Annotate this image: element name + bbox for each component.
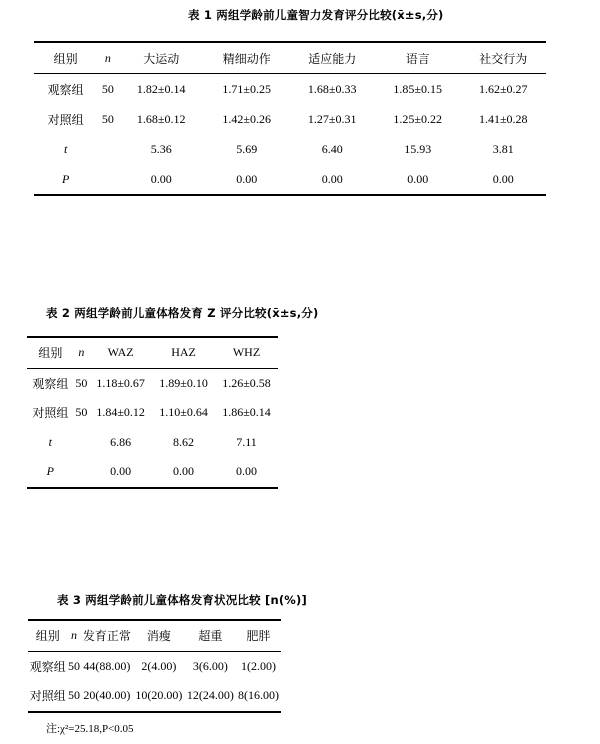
table2-cell: t bbox=[48, 434, 52, 449]
table1-cell bbox=[97, 164, 118, 195]
table2-cell: 1.89±0.10 bbox=[159, 375, 208, 390]
table1-header-row bbox=[34, 42, 546, 74]
table1-cell: 1.82±0.14 bbox=[136, 81, 186, 96]
table1-cell: 5.36 bbox=[150, 141, 172, 156]
table2-header-cell: WAZ bbox=[107, 345, 134, 360]
table1-header-cell: 适应能力 bbox=[308, 51, 357, 66]
table1-cell: 3.81 bbox=[492, 141, 514, 156]
table1-header-cell: 组别 bbox=[53, 51, 78, 66]
table1-cell: t bbox=[64, 141, 68, 156]
table1-cell: 6.40 bbox=[321, 141, 343, 156]
table1-cell: 1.25±0.22 bbox=[393, 111, 443, 126]
table3-cell: 对照组 bbox=[29, 689, 66, 704]
table2-cell: 对照组 bbox=[32, 406, 69, 421]
table2-cell: 观察组 bbox=[32, 376, 69, 391]
table2-header-row bbox=[27, 337, 278, 368]
table1-cell: 1.71±0.25 bbox=[222, 81, 272, 96]
table2-cell: 8.62 bbox=[173, 434, 195, 449]
table2-cell: 1.86±0.14 bbox=[222, 405, 271, 420]
table1-cell: 0.00 bbox=[236, 171, 258, 186]
table-row bbox=[27, 368, 278, 398]
table3-caption: 表 3 两组学龄前儿童体格发育状况比较 [n(%)] bbox=[57, 593, 307, 607]
table3-header-cell: 发育正常 bbox=[82, 629, 131, 644]
table1-cell: 1.41±0.28 bbox=[478, 111, 528, 126]
table1-cell: 1.62±0.27 bbox=[478, 81, 528, 96]
table3-cell: 1(2.00) bbox=[241, 658, 277, 673]
table3-cell: 44(88.00) bbox=[83, 658, 131, 673]
table3-cell: 观察组 bbox=[29, 659, 66, 674]
table2-cell: 50 bbox=[75, 375, 88, 390]
table3-cell: 12(24.00) bbox=[186, 688, 234, 703]
table1-cell: 15.93 bbox=[404, 141, 432, 156]
table3-header-cell: n bbox=[71, 628, 77, 643]
table1-cell: 1.27±0.31 bbox=[307, 111, 357, 126]
table2-cell bbox=[74, 428, 90, 458]
table1-cell: 0.00 bbox=[321, 171, 343, 186]
table1-cell: 50 bbox=[101, 81, 114, 96]
table2-header-cell: HAZ bbox=[171, 345, 196, 360]
table-row bbox=[34, 104, 546, 134]
table2-cell: 1.10±0.64 bbox=[159, 405, 208, 420]
table2-cell: 0.00 bbox=[110, 464, 132, 479]
table1-cell: 5.69 bbox=[236, 141, 258, 156]
table-row bbox=[34, 74, 546, 105]
table1-cell: 1.85±0.15 bbox=[393, 81, 443, 96]
table2-cell: 0.00 bbox=[173, 464, 195, 479]
table3-header-cell: 消瘦 bbox=[146, 629, 171, 644]
table3-header-row bbox=[28, 620, 281, 651]
table1 bbox=[34, 41, 546, 196]
table3 bbox=[28, 619, 281, 713]
table2-header-cell: 组别 bbox=[38, 346, 63, 361]
table2-cell: 50 bbox=[75, 405, 88, 420]
table2-header-cell: n bbox=[78, 345, 85, 360]
table3-cell: 10(20.00) bbox=[135, 688, 183, 703]
table3-cell: 2(4.00) bbox=[141, 658, 177, 673]
table-row bbox=[28, 681, 281, 712]
table2-header-cell: WHZ bbox=[232, 345, 261, 360]
table2-cell: 1.84±0.12 bbox=[96, 405, 145, 420]
table1-cell: P bbox=[62, 171, 70, 186]
table1-header-cell: 社交行为 bbox=[479, 51, 528, 66]
table1-cell: 0.00 bbox=[492, 171, 514, 186]
table1-cell: 0.00 bbox=[150, 171, 172, 186]
table1-header-cell: 精细动作 bbox=[222, 51, 271, 66]
table-row bbox=[27, 457, 278, 488]
table3-cell: 8(16.00) bbox=[238, 688, 280, 703]
table1-cell: 1.68±0.12 bbox=[136, 111, 186, 126]
table3-note: 注:χ²=25.18,P<0.05 bbox=[46, 723, 134, 735]
table2-cell: 6.86 bbox=[110, 434, 132, 449]
table1-caption: 表 1 两组学龄前儿童智力发育评分比较(x̄±s,分) bbox=[188, 8, 444, 22]
table1-header-cell: 语言 bbox=[405, 51, 430, 66]
table3-header-cell: 组别 bbox=[35, 629, 60, 644]
table1-cell: 观察组 bbox=[47, 82, 84, 97]
table2-cell: P bbox=[46, 464, 54, 479]
table2-cell: 1.26±0.58 bbox=[222, 375, 271, 390]
table1-cell: 50 bbox=[101, 111, 114, 126]
table2-caption: 表 2 两组学龄前儿童体格发育 Z 评分比较(x̄±s,分) bbox=[46, 306, 319, 320]
table3-cell: 50 bbox=[68, 658, 80, 673]
table3-header-cell: 超重 bbox=[198, 629, 223, 644]
table2-cell bbox=[74, 457, 90, 488]
table1-cell bbox=[97, 134, 118, 164]
table-row bbox=[34, 134, 546, 164]
table1-cell: 对照组 bbox=[47, 112, 84, 127]
table1-header-cell: 大运动 bbox=[143, 51, 180, 66]
table-row bbox=[27, 428, 278, 458]
table3-cell: 20(40.00) bbox=[83, 688, 131, 703]
table1-cell: 1.68±0.33 bbox=[307, 81, 357, 96]
table3-header-cell: 肥胖 bbox=[246, 629, 271, 644]
table2-cell: 1.18±0.67 bbox=[96, 375, 145, 390]
table3-cell: 50 bbox=[68, 688, 80, 703]
table1-cell: 1.42±0.26 bbox=[222, 111, 272, 126]
table1-header-cell: n bbox=[104, 50, 111, 65]
table3-cell: 3(6.00) bbox=[192, 658, 228, 673]
table1-cell: 0.00 bbox=[407, 171, 429, 186]
table2 bbox=[27, 336, 278, 489]
table-row bbox=[28, 651, 281, 681]
table2-cell: 7.11 bbox=[236, 434, 257, 449]
table-row bbox=[34, 164, 546, 195]
table-row bbox=[27, 398, 278, 428]
table2-cell: 0.00 bbox=[236, 464, 257, 479]
